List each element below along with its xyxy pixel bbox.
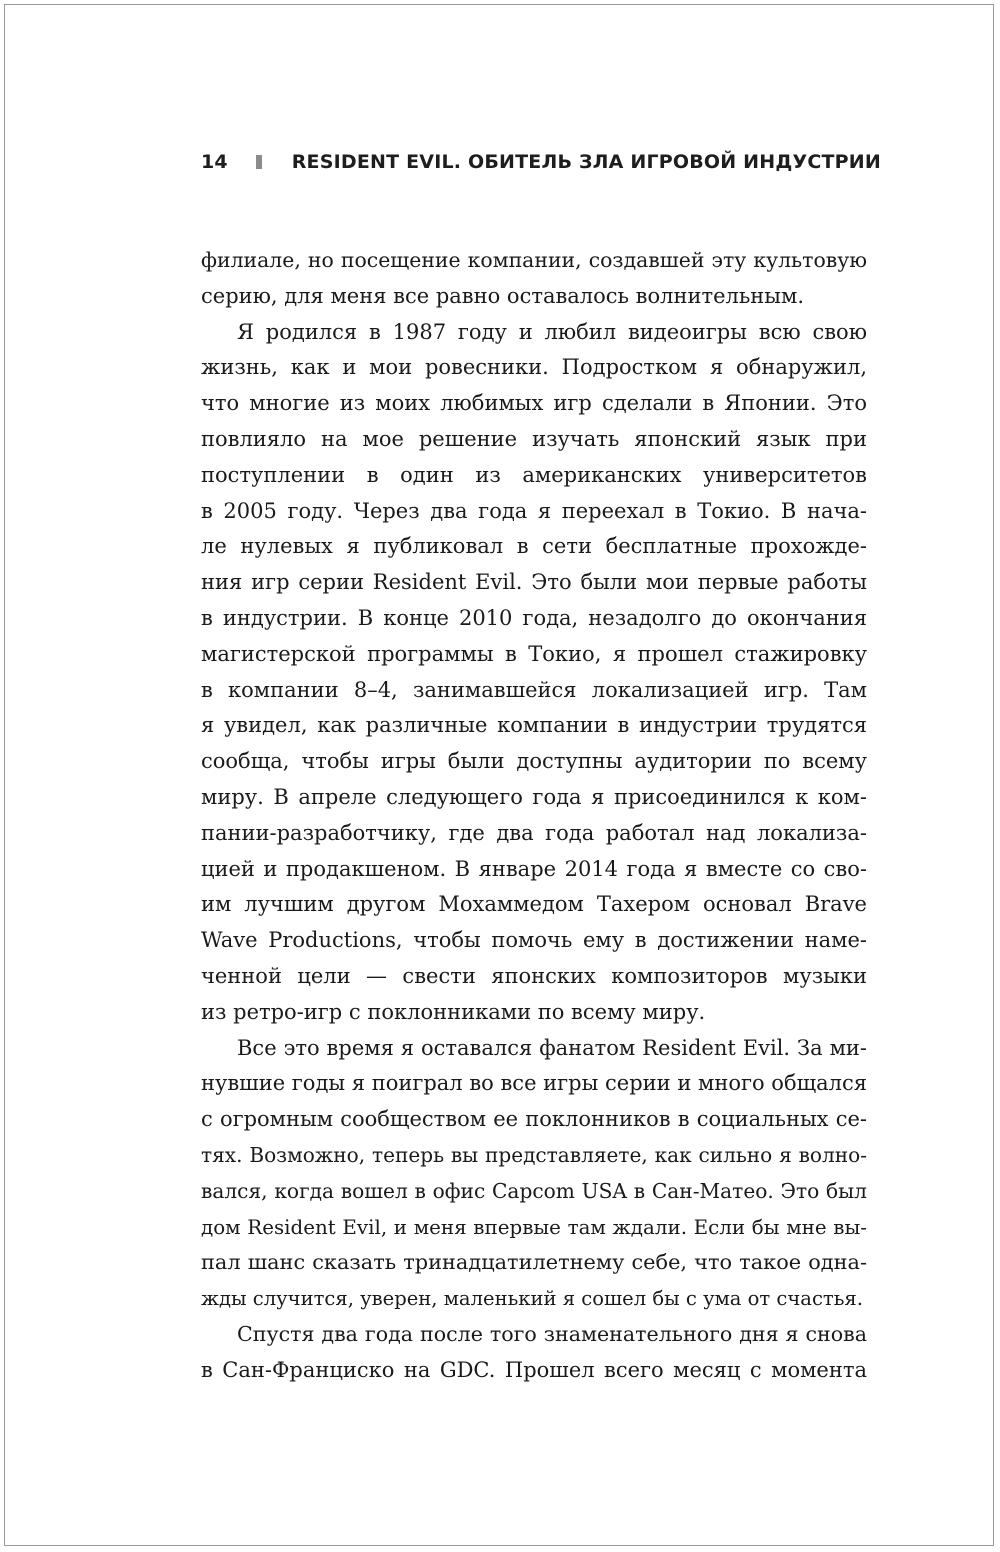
book-page	[4, 4, 994, 1546]
text-line: магистерской программы в Токио, я прошел стажировку	[201, 641, 867, 666]
text-line: в Сан-Франциско на GDC. Прошел всего месяц с момента	[201, 1357, 867, 1382]
text-line: ния игр серии Resident Evil. Это были мои первые работы	[201, 570, 867, 595]
text-line: тях. Возможно, теперь вы представляете, как сильно я волно-	[201, 1142, 867, 1167]
text-line: жды случится, уверен, маленький я сошел бы с ума от счастья.	[201, 1287, 863, 1311]
text-line: Wave Productions, чтобы помочь ему в достижении наме-	[201, 928, 867, 953]
text-line: повлияло на мое решение изучать японский язык при	[201, 426, 867, 451]
text-line: цией и продакшеном. В январе 2014 года я вместе со сво-	[201, 856, 867, 881]
text-line: поступлении в один из американских университетов	[201, 462, 867, 487]
text-line: пании-разработчику, где два года работал над локализа-	[201, 820, 867, 845]
book-title: RESIDENT EVIL. ОБИТЕЛЬ ЗЛА ИГРОВОЙ ИНДУСТРИИ	[291, 151, 881, 173]
text-line: дом Resident Evil, и меня впервые там ждали. Если бы мне вы-	[201, 1215, 867, 1239]
text-line: жизнь, как и мои ровесники. Подростком я обнаружил,	[201, 355, 867, 380]
body-text	[201, 243, 867, 1389]
header-square-bullet	[256, 155, 262, 169]
text-line: в компании 8–4, занимавшейся локализацией игр. Там	[201, 677, 867, 702]
text-line: Спустя два года после того знаменательного дня я снова	[237, 1321, 867, 1346]
text-line: им лучшим другом Мохаммедом Тахером основал Brave	[201, 892, 867, 917]
page-number: 14	[201, 151, 228, 173]
text-line: вался, когда вошел в офис Capcom USA в Сан-Матео. Это был	[201, 1178, 867, 1203]
text-line: миру. В апреле следующего года я присоединился к ком-	[201, 784, 867, 809]
text-line: серию, для меня все равно оставалось волнительным.	[201, 283, 805, 308]
text-line: из ретро-игр с поклонниками по всему миру.	[201, 999, 706, 1024]
text-line: ле нулевых я публиковал в сети бесплатные прохожде-	[201, 534, 867, 559]
text-line: в индустрии. В конце 2010 года, незадолго до окончания	[201, 605, 867, 630]
text-line: сообща, чтобы игры были доступны аудитории по всему	[201, 749, 867, 774]
text-line: филиале, но посещение компании, создавшей эту культовую	[201, 248, 867, 272]
text-line: ченной цели — свести японских композиторов музыки	[201, 963, 867, 988]
running-head	[201, 145, 881, 179]
text-line: пал шанс сказать тринадцатилетнему себе, что такое одна-	[201, 1250, 867, 1275]
text-line: нувшие годы я поиграл во все игры серии и много общался	[201, 1071, 867, 1096]
text-line: Я родился в 1987 году и любил видеоигры всю свою	[237, 319, 867, 344]
text-line: Все это время я оставался фанатом Resident Evil. За ми-	[237, 1035, 867, 1060]
text-line: я увидел, как различные компании в индустрии трудятся	[201, 713, 867, 738]
text-line: что многие из моих любимых игр сделали в Японии. Это	[201, 391, 867, 416]
text-line: в 2005 году. Через два года я переехал в Токио. В нача-	[201, 498, 867, 523]
text-line: с огромным сообществом ее поклонников в социальных се-	[201, 1107, 867, 1132]
